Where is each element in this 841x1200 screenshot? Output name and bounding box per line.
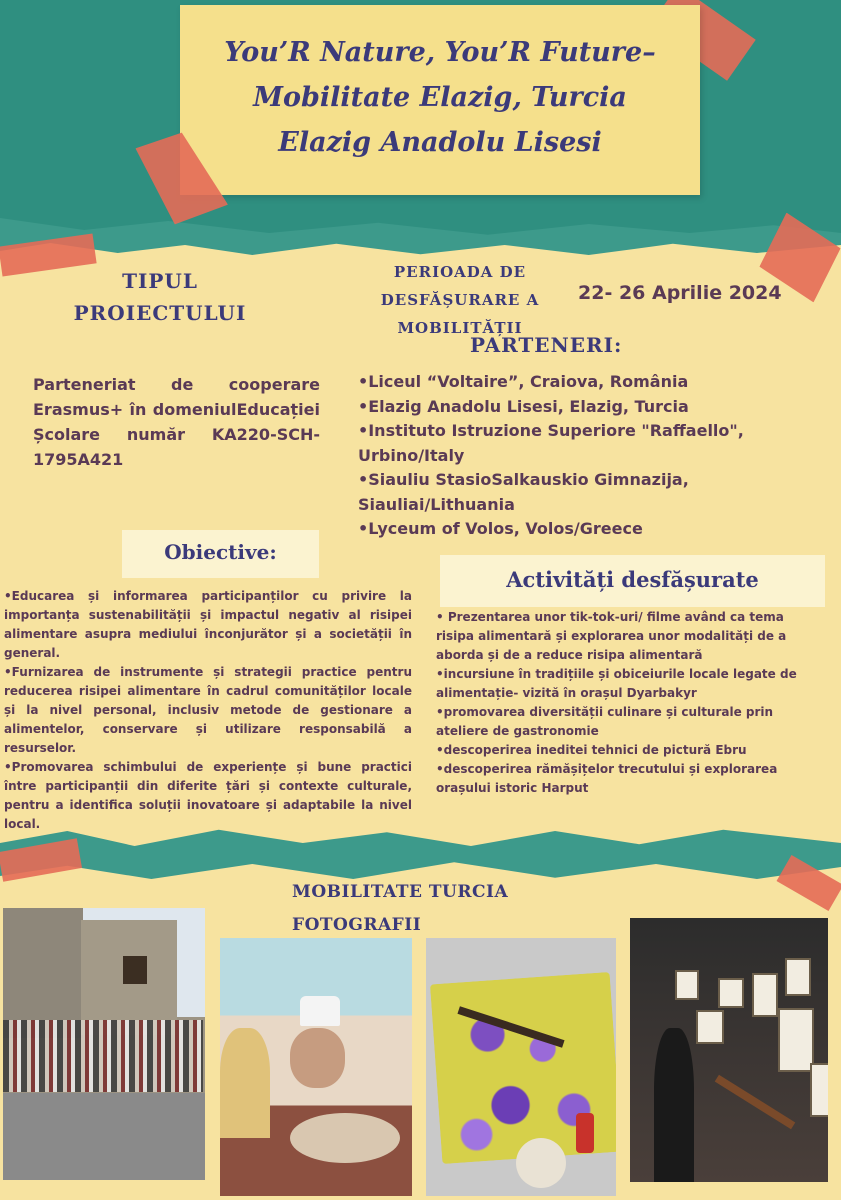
framed-picture (696, 1010, 724, 1044)
stone-building (3, 908, 83, 1038)
partner-line: •Elazig Anadolu Lisesi, Elazig, Turcia (358, 396, 689, 416)
chef-hat (300, 996, 340, 1026)
project-type-heading: TIPUL PROIECTULUI (73, 269, 247, 325)
partner-line: •Instituto Istruzione Superiore "Raffaello", (358, 421, 744, 440)
paint-bottle (576, 1113, 594, 1153)
activity-item: •incursiune în tradițiile și obiceiurile locale legate de alimentație- vizită în orașul Dyarbakyr (436, 667, 797, 700)
framed-picture (718, 978, 744, 1008)
photos-heading-line-1: MOBILITATE TURCIA (292, 882, 509, 902)
activities-heading: Activități desfășurate (506, 567, 759, 592)
framed-picture (810, 1063, 828, 1117)
project-type-text: Parteneriat de cooperare Erasmus+ în domeniulEducației Școlare număr KA220-SCH-1795A421 (33, 375, 320, 469)
objective-item: •Educarea și informarea participanților cu privire la importanța sustenabilității și impactul negativ al risipei alimentare asupra mediului înconjurător și a societății în general. (4, 589, 412, 660)
framed-picture (675, 970, 699, 1000)
window (123, 956, 147, 984)
poster-title (190, 30, 690, 165)
group-of-people (3, 1020, 203, 1092)
partner-list (358, 370, 798, 542)
activity-item: • Prezentarea unor tik-tok-uri/ filme având ca tema risipa alimentară și explorarea unor modalități de a aborda și de a reduce risipa alimentară (436, 610, 787, 662)
photo-museum-visit (630, 918, 828, 1182)
title-line-3: Elazig Anadolu Lisesi (278, 127, 602, 158)
objective-item: •Furnizarea de instrumente și strategii practice pentru reducerea risipei alimentare în cadrul comunităților locale și la nivel personal, inclusiv metode de gestionare a alimentelor, conservare și utilizare responsabilă a resurselor. (4, 665, 412, 755)
objectives-heading: Obiective: (164, 540, 277, 564)
framed-picture (778, 1008, 814, 1072)
photos-heading (292, 876, 508, 942)
stair-railing (715, 1075, 796, 1129)
paint-cup (516, 1138, 566, 1188)
activities-list (436, 608, 808, 798)
activity-item: •promovarea diversității culinare și culturale prin ateliere de gastronomie (436, 705, 774, 738)
framed-picture (785, 958, 811, 996)
visitor (654, 1028, 694, 1182)
period-heading: PERIOADA DE DESFĂȘURARE A MOBILITĂȚII (380, 263, 540, 337)
objectives-list (4, 587, 412, 834)
photo-cooking-workshop (220, 938, 412, 1196)
partner-line: •Lyceum of Volos, Volos/Greece (358, 519, 643, 538)
mobility-dates: 22- 26 Aprilie 2024 (578, 282, 782, 304)
title-line-1: You’R Nature, You’R Future– (224, 37, 656, 68)
partners-heading: PARTENERI: (470, 333, 623, 357)
partner-line: Siauliai/Lithuania (358, 494, 515, 514)
food-platter (290, 1113, 400, 1163)
title-line-2: Mobilitate Elazig, Turcia (253, 82, 627, 113)
partner-line: Urbino/Italy (358, 445, 465, 465)
activity-item: •descoperirea ineditei tehnici de pictură Ebru (436, 743, 747, 757)
framed-picture (752, 973, 778, 1017)
photo-ebru-painting (426, 938, 616, 1196)
partner-line: •Siauliu StasioSalkauskio Gimnazija, (358, 470, 689, 489)
chef (290, 1028, 345, 1088)
objective-item: •Promovarea schimbului de experiențe și bune practici între participanții din diferite țări și contexte culturale, pentru a identifica soluții inovatoare și adaptabile la nivel local. (4, 760, 412, 831)
photo-group-building (3, 908, 205, 1180)
photos-heading-line-2: FOTOGRAFII (292, 915, 422, 935)
participant (220, 1028, 270, 1138)
activity-item: •descoperirea rămășițelor trecutului și explorarea orașului istoric Harput (436, 762, 778, 795)
partner-line: •Liceul “Voltaire”, Craiova, România (358, 372, 689, 391)
